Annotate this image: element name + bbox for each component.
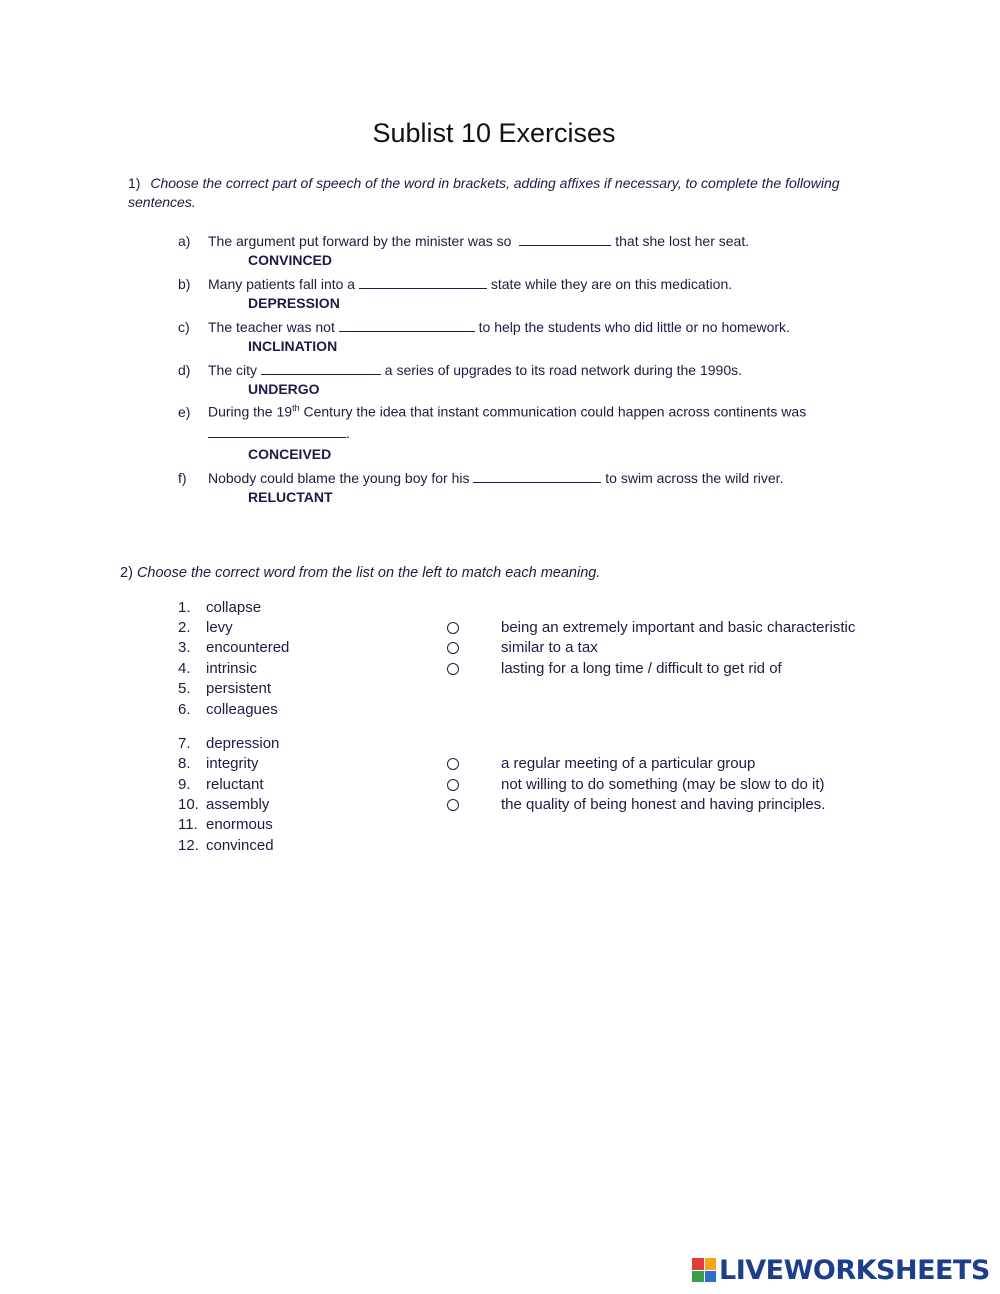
superscript: th [292, 403, 300, 413]
question-b [178, 274, 732, 292]
question-letter: d) [178, 362, 191, 378]
page-title: Sublist 10 Exercises [372, 118, 616, 148]
liveworksheets-logo [692, 1254, 990, 1286]
meaning-text: being an extremely important and basic characteristic [501, 619, 856, 636]
question-text-after: a series of upgrades to its road network during the 1990s. [384, 362, 743, 378]
answer-blank[interactable] [519, 231, 611, 246]
meaning-text: lasting for a long time / difficult to get rid of [501, 660, 782, 677]
word-number: 10. [178, 796, 199, 813]
question-a [178, 231, 749, 249]
question-text-before: The argument put forward by the minister was so [208, 233, 512, 249]
radio-circle[interactable] [447, 642, 459, 654]
answer-blank[interactable] [339, 317, 475, 332]
word: intrinsic [206, 660, 257, 677]
exercise-2-number: 2) [120, 565, 133, 581]
word-list-item [178, 701, 278, 718]
question-text-before: The teacher was not [208, 319, 335, 335]
logo-square [705, 1271, 717, 1283]
word: encountered [206, 639, 290, 656]
word-number: 4. [178, 660, 191, 677]
word-list-item [178, 735, 279, 752]
hint-word: INCLINATION [248, 338, 338, 354]
word-list-item [178, 796, 269, 813]
word: reluctant [206, 776, 264, 793]
logo-square [705, 1258, 717, 1270]
word-list-item [178, 816, 273, 833]
exercise-1-instruction-line1: Choose the correct part of speech of the word in brackets, adding affixes if necessary, to complete the following [150, 175, 840, 191]
exercise-1-instruction-line2: sentences. [128, 194, 196, 210]
question-e-blank-line [208, 423, 350, 441]
hint-word: CONCEIVED [248, 446, 332, 462]
word-number: 8. [178, 755, 191, 772]
word-number: 11. [178, 816, 198, 833]
logo-square [692, 1271, 704, 1283]
word-number: 12. [178, 837, 199, 854]
question-letter: c) [178, 319, 190, 335]
word-list-item [178, 776, 264, 793]
word: enormous [206, 816, 273, 833]
meaning-text: a regular meeting of a particular group [501, 755, 756, 772]
question-text-before: The city [208, 362, 258, 378]
radio-circle[interactable] [447, 663, 459, 675]
exercise-1-instruction [128, 174, 868, 212]
exercise-2-instruction-text: Choose the correct word from the list on the left to match each meaning. [136, 565, 601, 581]
question-text-after: to help the students who did little or no homework. [478, 319, 790, 335]
exercise-2-instruction [120, 564, 860, 583]
question-text-after: Century the idea that instant communication could happen across continents was [303, 403, 807, 420]
word: assembly [206, 796, 270, 813]
meaning-text: not willing to do something (may be slow to do it) [501, 776, 825, 793]
radio-circle[interactable] [447, 799, 459, 811]
exercise-1-number: 1) [128, 175, 141, 191]
word-number: 7. [178, 735, 191, 752]
question-text-after: that she lost her seat. [615, 233, 750, 249]
word-list-item [178, 639, 289, 656]
meaning-text: the quality of being honest and having principles. [501, 796, 826, 813]
question-e [178, 403, 806, 420]
word-number: 5. [178, 680, 191, 697]
word-number: 3. [178, 639, 191, 656]
word: depression [206, 735, 280, 752]
word-number: 6. [178, 701, 191, 718]
answer-blank[interactable] [208, 423, 346, 438]
question-c [178, 317, 790, 335]
hint-word: CONVINCED [248, 252, 333, 268]
word-list-item [178, 660, 257, 677]
word-list-item [178, 755, 259, 772]
meaning-text: similar to a tax [501, 639, 598, 656]
question-text-before: During the 19 [208, 403, 293, 420]
question-text-before: Many patients fall into a [208, 276, 356, 292]
logo-text: LIVEWORKSHEETS [719, 1254, 990, 1286]
question-letter: a) [178, 233, 191, 249]
word: persistent [206, 680, 272, 697]
word: levy [206, 619, 233, 636]
logo-square [692, 1258, 704, 1270]
question-text-after: state while they are on this medication. [490, 276, 733, 292]
word: colleagues [206, 701, 278, 718]
word-list-item [178, 680, 271, 697]
hint-word: DEPRESSION [248, 295, 340, 311]
period: . [346, 425, 350, 441]
answer-blank[interactable] [473, 468, 601, 483]
word-number: 2. [178, 619, 191, 636]
logo-grid-icon [692, 1258, 716, 1282]
word-list-item [178, 619, 233, 636]
question-letter: e) [178, 403, 191, 420]
word-list-item [178, 599, 261, 616]
radio-circle[interactable] [447, 622, 459, 634]
question-letter: f) [178, 470, 187, 486]
question-d [178, 360, 742, 378]
word-number: 9. [178, 776, 191, 793]
answer-blank[interactable] [359, 274, 487, 289]
question-letter: b) [178, 276, 191, 292]
word: collapse [206, 599, 262, 616]
hint-word: RELUCTANT [248, 489, 333, 505]
word: integrity [206, 755, 259, 772]
radio-circle[interactable] [447, 758, 459, 770]
question-f [178, 468, 783, 486]
radio-circle[interactable] [447, 779, 459, 791]
word-number: 1. [178, 599, 191, 616]
word-list-item [178, 837, 274, 854]
hint-word: UNDERGO [248, 381, 320, 397]
answer-blank[interactable] [261, 360, 381, 375]
question-text-after: to swim across the wild river. [605, 470, 784, 486]
question-text-before: Nobody could blame the young boy for his [208, 470, 470, 486]
word: convinced [206, 837, 274, 854]
